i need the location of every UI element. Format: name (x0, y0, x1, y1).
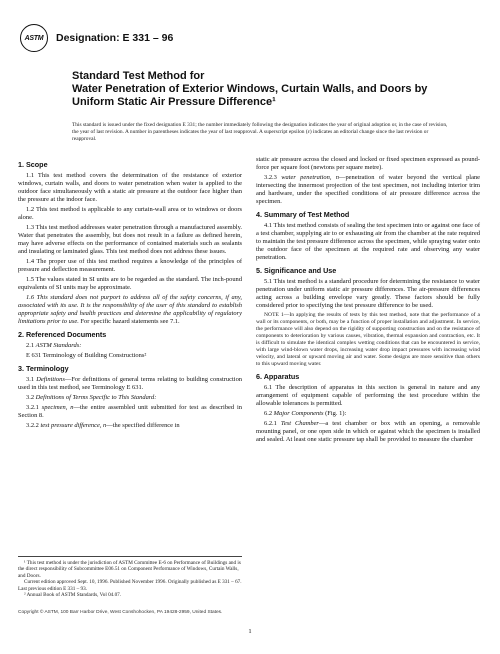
clause-text: —For definitions of general terms relating to building construction used in this test method, see Terminology E 631. (18, 376, 243, 391)
paragraph (18, 342, 242, 350)
paragraph (18, 376, 242, 392)
paragraph: 1.3 This test method addresses water penetration through a manufactured assembly. Water that penetrates the assembly, but does not result in a failure as defined herein, may have adverse effects on the performance of contained materials such as sealants and insulating or laminated glass. This test method does not address these issues. (18, 224, 242, 255)
right-column (256, 156, 480, 446)
footnote: ¹ This test method is under the jurisdiction of ASTM Committee E-6 on Performance of Buildings and is the direct responsibility of Subcommittee E06.51 on Component Performance of Windows, Curtain Walls, and Doors. (18, 560, 241, 579)
clause-title: Major Components (273, 410, 324, 417)
astm-logo (20, 24, 48, 52)
header (20, 24, 173, 52)
astm-logo-text: ASTM (24, 34, 44, 42)
section-heading: 4. Summary of Test Method (256, 210, 350, 219)
term: specimen, n (41, 404, 74, 411)
issuance-note: This standard is issued under the fixed designation E 331; the number immediately following the designation indicates the year of original adoption or, in the case of revision, the year of last revision. A number in parentheses indicates the year of last reapproval. A superscript epsilon (ε) indicates an editorial change since the last revision or reapproval. (72, 122, 448, 142)
section-heading: 5. Significance and Use (256, 266, 337, 275)
page-number: 1 (248, 628, 252, 635)
paragraph: 6.1 The description of apparatus in this section is general in nature and any arrangement of equipment capable of performing the test procedure within the allowable tolerances is permitted. (256, 384, 480, 407)
definition: —the entire assembled unit submitted for test as described in Section 8. (18, 404, 243, 419)
paragraph (18, 404, 242, 420)
title-block (72, 70, 452, 109)
term: test pressure difference, n (40, 422, 107, 429)
paragraph (256, 420, 480, 444)
designation: Designation: E 331 – 96 (56, 32, 174, 44)
paragraph: 4.1 This test method consists of sealing the test specimen into or against one face of a test chamber, supplying air to or exhausting air from the chamber at the rate required to maintain the test pressure difference across the specimen, while spraying water onto the outdoor face of the specimen at the required rate and observing any water penetration. (256, 222, 480, 261)
note: NOTE 1—In applying the results of tests by this test method, note that the performance of a wall or its components, or both, may be a function of proper installation and adjustment. In service, the performance will also depend on the rigidity of supporting construction and on the resistance of components to deterioration by various causes, vibration, thermal expansion and contraction, etc. It is difficult to simulate the identical complex wetting conditions that can be encountered in service, with large wind-blown water drops, increasing water drop impact pressures with increasing wind velocity, and lateral or upward moving air and water. Some designs are more sensitive than others to this upward moving water. (256, 312, 480, 367)
paragraph (256, 410, 480, 418)
section-heading: 3. Terminology (18, 364, 69, 373)
clause-number: 3.2 (26, 394, 36, 401)
paragraph: E 631 Terminology of Building Constructions² (26, 352, 147, 359)
definition: —the specified difference in (106, 422, 180, 429)
term: water penetration, n (281, 174, 340, 181)
paragraph: static air pressure across the closed and locked or fixed specimen expressed as pound-force per square foot (newtons per square metre). (256, 156, 480, 171)
footnote: ² Annual Book of ASTM Standards, Vol 04.07. (24, 592, 122, 599)
paragraph (18, 422, 242, 430)
clause-title: Definitions (36, 376, 65, 383)
clause-number: 2.1 (26, 342, 36, 349)
clause-number: 6.2.1 (264, 420, 281, 427)
paragraph: 5.1 This test method is a standard procedure for determining the resistance to water penetration under uniform static air pressure differences. The air-pressure differences acting across a building envelope vary greatly. These factors should be fully considered prior to specifying the test pressure difference to be used. (256, 278, 480, 309)
left-column (18, 156, 242, 432)
section-heading: 2. Referenced Documents (18, 330, 107, 339)
paragraph: 1.5 The values stated in SI units are to be regarded as the standard. The inch-pound equivalents of SI units may be approximate. (18, 276, 242, 291)
paragraph: 1.1 This test method covers the determination of the resistance of exterior windows, curtain walls, and doors to water penetration when water is applied to the outdoor face simultaneously with a static air pressure at the outdoor face higher than the pressure at the indoor face. (18, 172, 242, 203)
clause-title: Definitions of Terms Specific to This Standard: (35, 394, 157, 401)
footnotes (18, 556, 242, 598)
section-heading: 1. Scope (18, 160, 48, 169)
clause-number: 3.2.3 (264, 174, 282, 181)
paragraph: 1.2 This test method is applicable to any curtain-wall area or to windows or doors alone. (18, 206, 242, 221)
copyright: Copyright © ASTM, 100 Barr Harbor Drive, West Conshohocken, PA 19428-2959, United States. (18, 610, 223, 615)
paragraph (256, 174, 480, 206)
definition: —a test chamber or box with an opening, a removable mounting panel, or one open side in which or against which the specimen is installed and sealed. At least one static pressure tap shall be provided to measure the chamber (256, 420, 481, 443)
clause-number: 3.1 (26, 376, 37, 383)
paragraph (18, 294, 242, 326)
paragraph: 1.4 The proper use of this test method requires a knowledge of the principles of pressure and deflection measurement. (18, 258, 242, 273)
term: Test Chamber (280, 420, 319, 427)
hazard-reference: For specific hazard statements see 7.1. (78, 318, 180, 325)
paragraph (18, 394, 242, 402)
safety-statement: 1.6 This standard does not purport to address all of the safety concerns, if any, associated with its use. It is the responsibility of the user of this standard to establish appropriate safety and health practices and determine the applicability of regulatory limitations prior to use. (18, 294, 242, 325)
title-line-2: Water Penetration of Exterior Windows, Curtain Walls, and Doors by Uniform Static Air Pressure Difference¹ (72, 83, 428, 108)
clause-title: ASTM Standards: (35, 342, 82, 349)
title-line-1: Standard Test Method for (72, 70, 205, 82)
clause-text: (Fig. 1): (323, 410, 347, 417)
clause-number: 6.2 (264, 410, 274, 417)
section-heading: 6. Apparatus (256, 372, 300, 381)
clause-number: 3.2.1 (26, 404, 42, 411)
definition: —penetration of water beyond the vertical plane intersecting the innermost projection of the test specimen, not including interior trim and hardware, under the specified conditions of air pressure difference across the specimen. (256, 174, 481, 205)
footnote: Current edition approved Sept. 10, 1996. Published November 1996. Originally published as E 331 – 67. Last previous edition E 331 – 93. (18, 579, 242, 592)
clause-number: 3.2.2 (26, 422, 41, 429)
